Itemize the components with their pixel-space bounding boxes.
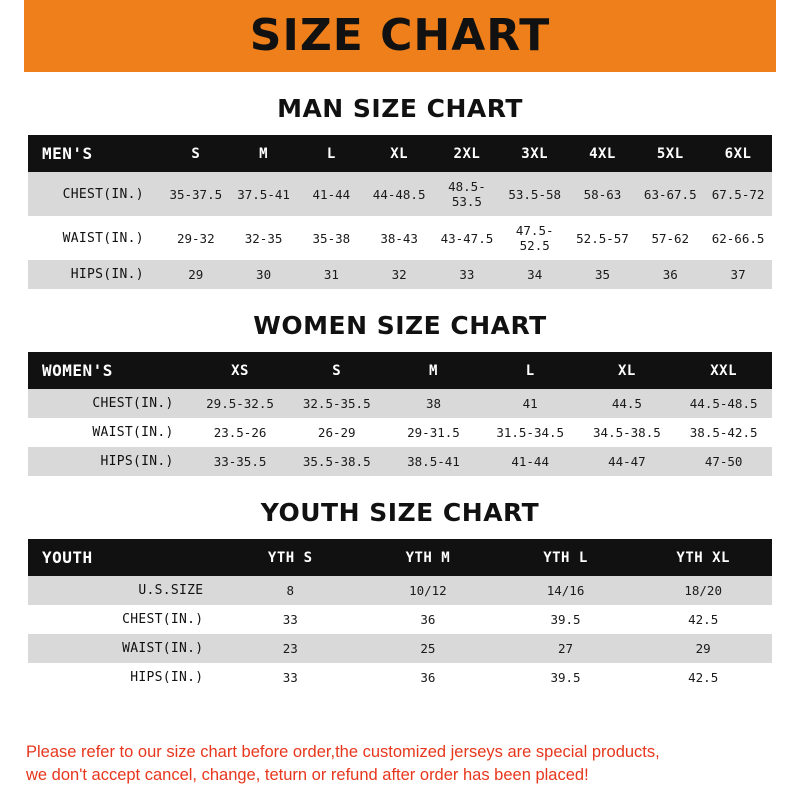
column-header-rowlabel: WOMEN'S — [28, 352, 192, 389]
cell: 18/20 — [634, 576, 772, 605]
cell: 10/12 — [359, 576, 497, 605]
table-row — [28, 172, 772, 216]
cell: 44-48.5 — [365, 172, 433, 216]
section-title-youth: YOUTH SIZE CHART — [260, 498, 540, 527]
column-header: S — [162, 135, 230, 172]
cell: 33 — [221, 663, 359, 692]
table-man-sizes — [28, 135, 772, 289]
row-label: CHEST(IN.) — [28, 389, 192, 418]
cell: 32.5-35.5 — [288, 389, 385, 418]
row-label: HIPS(IN.) — [28, 447, 192, 476]
cell: 62-66.5 — [704, 216, 772, 260]
cell: 35 — [569, 260, 637, 289]
cell: 39.5 — [497, 605, 635, 634]
cell: 41-44 — [297, 172, 365, 216]
footer-disclaimer — [0, 731, 800, 800]
header-banner — [0, 0, 800, 72]
cell: 47-50 — [675, 447, 772, 476]
cell: 38-43 — [365, 216, 433, 260]
banner-right-gap — [776, 0, 800, 72]
row-label: WAIST(IN.) — [28, 216, 162, 260]
cell: 38 — [385, 389, 482, 418]
cell: 35.5-38.5 — [288, 447, 385, 476]
cell: 32-35 — [230, 216, 298, 260]
section-youth — [28, 494, 772, 692]
column-header: S — [288, 352, 385, 389]
row-label: WAIST(IN.) — [28, 418, 192, 447]
column-header-rowlabel: YOUTH — [28, 539, 221, 576]
column-header: YTH M — [359, 539, 497, 576]
cell: 34.5-38.5 — [579, 418, 676, 447]
column-header: YTH L — [497, 539, 635, 576]
cell: 42.5 — [634, 605, 772, 634]
table-women-sizes — [28, 352, 772, 476]
cell: 58-63 — [569, 172, 637, 216]
column-header: YTH S — [221, 539, 359, 576]
cell: 63-67.5 — [636, 172, 704, 216]
table-row — [28, 216, 772, 260]
cell: 36 — [636, 260, 704, 289]
cell: 38.5-41 — [385, 447, 482, 476]
column-header: L — [482, 352, 579, 389]
chart-content — [0, 72, 800, 731]
column-header: XXL — [675, 352, 772, 389]
cell: 23 — [221, 634, 359, 663]
column-header: 2XL — [433, 135, 501, 172]
cell: 53.5-58 — [501, 172, 569, 216]
table-row — [28, 663, 772, 692]
cell: 67.5-72 — [704, 172, 772, 216]
cell: 44.5-48.5 — [675, 389, 772, 418]
cell: 26-29 — [288, 418, 385, 447]
table-row — [28, 418, 772, 447]
table-header-row — [28, 539, 772, 576]
cell: 25 — [359, 634, 497, 663]
cell: 37.5-41 — [230, 172, 298, 216]
section-title-women: WOMEN SIZE CHART — [253, 311, 547, 340]
table-row — [28, 634, 772, 663]
table-row — [28, 260, 772, 289]
cell: 8 — [221, 576, 359, 605]
cell: 41-44 — [482, 447, 579, 476]
table-header-row — [28, 135, 772, 172]
row-label: U.S.SIZE — [28, 576, 221, 605]
column-header: YTH XL — [634, 539, 772, 576]
row-label: WAIST(IN.) — [28, 634, 221, 663]
cell: 44.5 — [579, 389, 676, 418]
cell: 57-62 — [636, 216, 704, 260]
row-label: HIPS(IN.) — [28, 260, 162, 289]
column-header: L — [297, 135, 365, 172]
footer-line-1: Please refer to our size chart before order,the customized jerseys are special products, — [26, 743, 660, 762]
cell: 33-35.5 — [192, 447, 289, 476]
cell: 33 — [221, 605, 359, 634]
cell: 35-38 — [297, 216, 365, 260]
page-title: SIZE CHART — [249, 10, 551, 61]
cell: 48.5-53.5 — [433, 172, 501, 216]
section-women — [28, 307, 772, 476]
cell: 31.5-34.5 — [482, 418, 579, 447]
cell: 47.5-52.5 — [501, 216, 569, 260]
cell: 42.5 — [634, 663, 772, 692]
banner-left-gap — [0, 0, 24, 72]
cell: 32 — [365, 260, 433, 289]
cell: 36 — [359, 663, 497, 692]
cell: 29-31.5 — [385, 418, 482, 447]
column-header: XL — [579, 352, 676, 389]
cell: 29-32 — [162, 216, 230, 260]
cell: 33 — [433, 260, 501, 289]
row-label: CHEST(IN.) — [28, 605, 221, 634]
row-label: HIPS(IN.) — [28, 663, 221, 692]
cell: 41 — [482, 389, 579, 418]
column-header: XS — [192, 352, 289, 389]
section-title-man: MAN SIZE CHART — [277, 94, 523, 123]
column-header: M — [385, 352, 482, 389]
table-row — [28, 389, 772, 418]
cell: 37 — [704, 260, 772, 289]
column-header: 4XL — [569, 135, 637, 172]
footer-line-2: we don't accept cancel, change, teturn or refund after order has been placed! — [26, 765, 589, 784]
cell: 39.5 — [497, 663, 635, 692]
table-row — [28, 605, 772, 634]
cell: 43-47.5 — [433, 216, 501, 260]
cell: 14/16 — [497, 576, 635, 605]
column-header: 6XL — [704, 135, 772, 172]
row-label: CHEST(IN.) — [28, 172, 162, 216]
cell: 36 — [359, 605, 497, 634]
cell: 31 — [297, 260, 365, 289]
cell: 29 — [162, 260, 230, 289]
table-header-row — [28, 352, 772, 389]
table-row — [28, 576, 772, 605]
cell: 44-47 — [579, 447, 676, 476]
cell: 34 — [501, 260, 569, 289]
table-youth-sizes — [28, 539, 772, 692]
cell: 35-37.5 — [162, 172, 230, 216]
cell: 52.5-57 — [569, 216, 637, 260]
column-header: 5XL — [636, 135, 704, 172]
column-header: 3XL — [501, 135, 569, 172]
cell: 30 — [230, 260, 298, 289]
cell: 23.5-26 — [192, 418, 289, 447]
cell: 38.5-42.5 — [675, 418, 772, 447]
cell: 27 — [497, 634, 635, 663]
column-header: XL — [365, 135, 433, 172]
column-header-rowlabel: MEN'S — [28, 135, 162, 172]
cell: 29.5-32.5 — [192, 389, 289, 418]
table-row — [28, 447, 772, 476]
section-man — [28, 90, 772, 289]
column-header: M — [230, 135, 298, 172]
cell: 29 — [634, 634, 772, 663]
